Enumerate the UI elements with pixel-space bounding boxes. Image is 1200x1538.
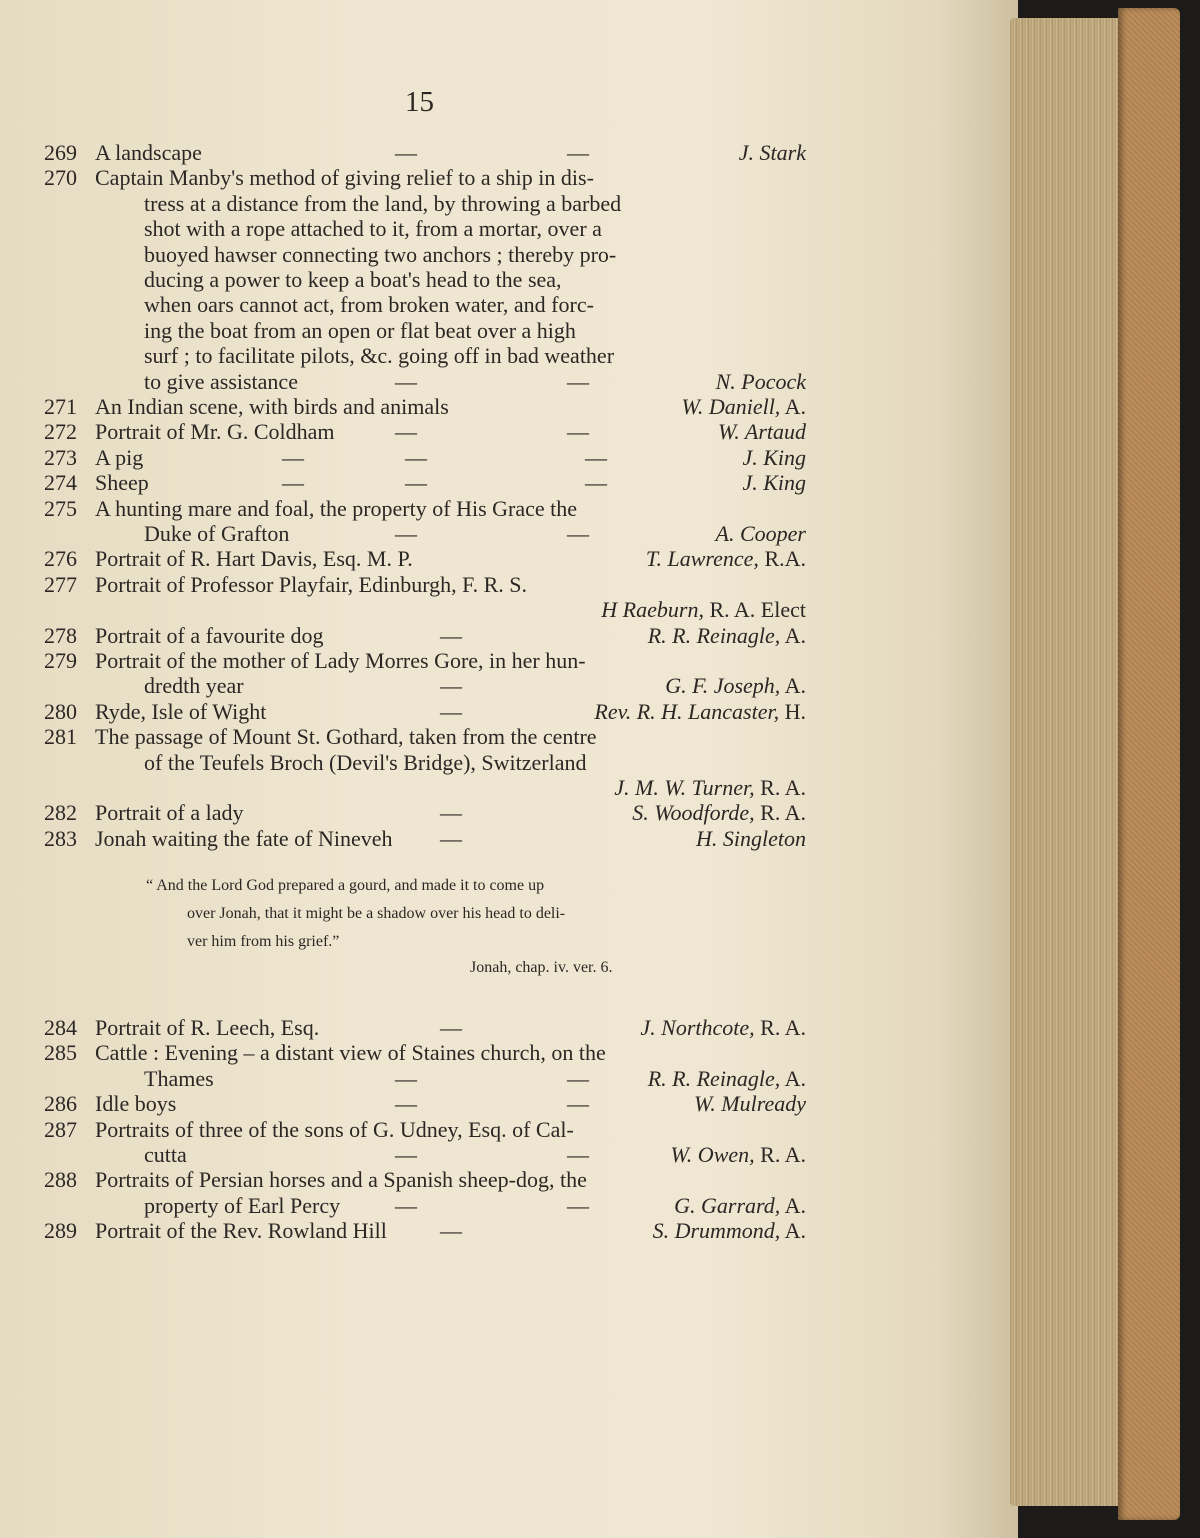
catalogue-line bbox=[0, 470, 1018, 496]
catalogue-line bbox=[0, 673, 1018, 699]
catalogue-line bbox=[0, 496, 1018, 522]
catalogue-line bbox=[0, 369, 1018, 395]
catalogue-line bbox=[0, 826, 1018, 852]
leader-dash: — bbox=[395, 368, 417, 394]
entry-title: Cattle : Evening – a distant view of Staines church, on the bbox=[95, 1040, 606, 1066]
entry-number: 283 bbox=[44, 825, 77, 851]
catalogue-line bbox=[0, 597, 1018, 623]
leader-dash: — bbox=[395, 1192, 417, 1218]
entry-title: of the Teufels Broch (Devil's Bridge), Switzerland bbox=[144, 749, 587, 775]
entry-title: to give assistance bbox=[144, 368, 298, 394]
leader-dash: — bbox=[395, 1065, 417, 1091]
entry-title: Portrait of R. Leech, Esq. bbox=[95, 1015, 320, 1040]
entry-number: 272 bbox=[44, 419, 77, 445]
entry-number: 275 bbox=[44, 495, 77, 521]
quote-line: “ And the Lord God prepared a gourd, and made it to come up bbox=[146, 877, 545, 894]
entry-title: tress at a distance from the land, by throwing a barbed bbox=[144, 190, 622, 216]
catalogue-line bbox=[0, 1117, 1018, 1143]
entry-number: 288 bbox=[44, 1167, 77, 1193]
entry-number: 277 bbox=[44, 571, 77, 597]
artist-rank: H. bbox=[779, 698, 806, 724]
entry-title: Portraits of Persian horses and a Spanish sheep-dog, the bbox=[95, 1167, 587, 1193]
artist-rank: R. A. Elect bbox=[703, 597, 806, 623]
entry-title: A hunting mare and foal, the property of His Grace the bbox=[95, 495, 578, 521]
artist-name: A. Cooper bbox=[715, 521, 806, 546]
catalogue-line bbox=[0, 394, 1018, 420]
leader-dash: — bbox=[282, 444, 304, 470]
catalogue-line bbox=[0, 140, 1018, 166]
artist-name: J. King bbox=[742, 444, 806, 470]
entry-number: 279 bbox=[44, 648, 77, 673]
entry-title: Portrait of Mr. G. Coldham bbox=[95, 419, 335, 445]
catalogue-line bbox=[0, 648, 1018, 674]
catalogue-line bbox=[0, 750, 1018, 776]
entry-title: A pig bbox=[95, 444, 144, 470]
catalogue-line bbox=[0, 191, 1018, 217]
quote-citation: Jonah, chap. iv. ver. 6. bbox=[470, 959, 613, 976]
entry-number: 289 bbox=[44, 1218, 77, 1244]
artist-rank: A. bbox=[780, 622, 806, 648]
catalogue-line bbox=[0, 800, 1018, 826]
leader-dash: — bbox=[440, 622, 462, 648]
catalogue-line bbox=[0, 546, 1018, 572]
leader-dash: — bbox=[395, 1091, 417, 1117]
artist-name: N. Pocock bbox=[715, 368, 806, 394]
leader-dash: — bbox=[585, 470, 607, 496]
leader-dash: — bbox=[395, 419, 417, 445]
quote-line: over Jonah, that it might be a shadow over his head to deli- bbox=[187, 905, 566, 922]
entry-number: 284 bbox=[44, 1015, 77, 1040]
entry-title: ducing a power to keep a boat's head to the sea, bbox=[144, 267, 562, 292]
leader-dash: — bbox=[585, 444, 607, 470]
entry-number: 281 bbox=[44, 724, 77, 750]
artist-rank: R. A. bbox=[754, 1142, 806, 1167]
catalogue-line bbox=[0, 1091, 1018, 1117]
catalogue-line bbox=[0, 1066, 1018, 1092]
entry-number: 278 bbox=[44, 622, 77, 648]
entry-number: 271 bbox=[44, 394, 77, 419]
catalogue-line bbox=[0, 343, 1018, 369]
artist-name: S. Drummond, A. bbox=[652, 1218, 806, 1244]
catalogue-line bbox=[0, 572, 1018, 598]
leader-dash: — bbox=[567, 521, 589, 546]
catalogue-line bbox=[0, 1015, 1018, 1041]
artist-name: H Raeburn, R. A. Elect bbox=[601, 597, 806, 623]
leader-dash: — bbox=[567, 1142, 589, 1167]
leader-dash: — bbox=[440, 1218, 462, 1244]
entry-title: A landscape bbox=[95, 140, 202, 165]
book-cover bbox=[1118, 8, 1180, 1520]
catalogue-line bbox=[0, 292, 1018, 318]
artist-name: W. Daniell, A. bbox=[681, 394, 806, 419]
leader-dash: — bbox=[440, 673, 462, 699]
leader-dash: — bbox=[282, 470, 304, 496]
entry-title: when oars cannot act, from broken water, and forc- bbox=[144, 292, 594, 318]
artist-rank: R. A. bbox=[754, 775, 806, 800]
artist-name: Rev. R. H. Lancaster, H. bbox=[594, 698, 806, 724]
catalogue-line bbox=[0, 521, 1018, 547]
artist-name: W. Owen, R. A. bbox=[670, 1142, 806, 1167]
catalogue-line bbox=[0, 242, 1018, 268]
entry-title: An Indian scene, with birds and animals bbox=[95, 394, 449, 419]
leader-dash: — bbox=[567, 368, 589, 394]
entry-title: dredth year bbox=[144, 673, 244, 699]
artist-rank: A. bbox=[780, 1218, 806, 1244]
artist-name: R. R. Reinagle, A. bbox=[647, 1065, 806, 1091]
entry-title: Ryde, Isle of Wight bbox=[95, 698, 267, 724]
entry-title: buoyed hawser connecting two anchors ; thereby pro- bbox=[144, 241, 617, 267]
artist-name: J. Stark bbox=[738, 140, 806, 165]
leader-dash: — bbox=[567, 140, 589, 165]
artist-rank: R. A. bbox=[754, 800, 806, 826]
catalogue-line bbox=[0, 724, 1018, 750]
leader-dash: — bbox=[567, 1065, 589, 1091]
leader-dash: — bbox=[395, 1142, 417, 1167]
artist-rank: A. bbox=[780, 1065, 806, 1091]
entry-title: Portraits of three of the sons of G. Udney, Esq. of Cal- bbox=[95, 1116, 574, 1142]
artist-name: J. M. W. Turner, R. A. bbox=[614, 775, 806, 800]
catalogue-line bbox=[0, 1193, 1018, 1219]
entry-title: surf ; to facilitate pilots, &c. going off in bad weather bbox=[144, 343, 615, 369]
catalogue-line bbox=[0, 216, 1018, 242]
entry-title: The passage of Mount St. Gothard, taken from the centre bbox=[95, 724, 597, 750]
entry-title: ing the boat from an open or flat beat over a high bbox=[144, 317, 576, 343]
page-number: 15 bbox=[405, 86, 434, 118]
entry-title: Portrait of a lady bbox=[95, 800, 244, 826]
catalogue-line bbox=[0, 623, 1018, 649]
entry-title: Portrait of a favourite dog bbox=[95, 622, 324, 648]
entry-title: cutta bbox=[144, 1142, 187, 1167]
entry-title: Sheep bbox=[95, 470, 149, 496]
leader-dash: — bbox=[405, 444, 427, 470]
artist-name: G. F. Joseph, A. bbox=[665, 673, 806, 699]
artist-name: T. Lawrence, R.A. bbox=[645, 546, 806, 572]
entry-number: 273 bbox=[44, 444, 77, 470]
entry-number: 270 bbox=[44, 165, 77, 191]
artist-rank: R. A. bbox=[754, 1015, 806, 1040]
leader-dash: — bbox=[567, 1192, 589, 1218]
entry-number: 274 bbox=[44, 470, 77, 496]
leader-dash: — bbox=[440, 698, 462, 724]
leader-dash: — bbox=[395, 521, 417, 546]
entry-title: Portrait of Professor Playfair, Edinburgh, F. R. S. bbox=[95, 571, 528, 597]
leader-dash: — bbox=[405, 470, 427, 496]
catalogue-line bbox=[0, 419, 1018, 445]
artist-rank: A. bbox=[780, 1192, 806, 1218]
entry-title: Captain Manby's method of giving relief to a ship in dis- bbox=[95, 165, 594, 191]
leader-dash: — bbox=[567, 1091, 589, 1117]
catalogue-line bbox=[0, 445, 1018, 471]
entry-title: Jonah waiting the fate of Nineveh bbox=[95, 825, 393, 851]
catalogue-line bbox=[0, 1218, 1018, 1244]
entry-number: 287 bbox=[44, 1116, 77, 1142]
entry-number: 280 bbox=[44, 698, 77, 724]
artist-name: W. Artaud bbox=[717, 419, 806, 445]
catalogue-line bbox=[0, 1167, 1018, 1193]
leader-dash: — bbox=[395, 140, 417, 165]
entry-title: Portrait of R. Hart Davis, Esq. M. P. bbox=[95, 546, 413, 572]
artist-rank: A. bbox=[780, 673, 806, 699]
quote-line: ver him from his grief.” bbox=[187, 933, 340, 950]
artist-rank: A. bbox=[780, 394, 806, 419]
artist-name: J. Northcote, R. A. bbox=[640, 1015, 806, 1040]
catalogue-line bbox=[0, 318, 1018, 344]
artist-name: S. Woodforde, R. A. bbox=[632, 800, 806, 826]
entry-number: 285 bbox=[44, 1040, 77, 1066]
entry-number: 269 bbox=[44, 140, 77, 165]
entry-title: Thames bbox=[144, 1065, 214, 1091]
page-edges bbox=[1010, 18, 1122, 1506]
leader-dash: — bbox=[440, 825, 462, 851]
catalogue-line bbox=[0, 1040, 1018, 1066]
entry-number: 282 bbox=[44, 800, 77, 826]
entry-number: 276 bbox=[44, 546, 77, 572]
artist-name: H. Singleton bbox=[696, 825, 806, 851]
artist-name: G. Garrard, A. bbox=[674, 1192, 806, 1218]
entry-number: 286 bbox=[44, 1091, 77, 1117]
entry-title: shot with a rope attached to it, from a mortar, over a bbox=[144, 216, 602, 242]
leader-dash: — bbox=[567, 419, 589, 445]
leader-dash: — bbox=[440, 800, 462, 826]
entry-title: Portrait of the mother of Lady Morres Gore, in her hun- bbox=[95, 648, 586, 673]
catalogue-line bbox=[0, 775, 1018, 801]
artist-name: W. Mulready bbox=[693, 1091, 806, 1117]
catalogue-line bbox=[0, 699, 1018, 725]
leader-dash: — bbox=[440, 1015, 462, 1040]
entry-title: Portrait of the Rev. Rowland Hill bbox=[95, 1218, 387, 1244]
catalogue-line bbox=[0, 1142, 1018, 1168]
catalogue-line bbox=[0, 267, 1018, 293]
entry-title: Duke of Grafton bbox=[144, 521, 290, 546]
artist-name: J. King bbox=[742, 470, 806, 496]
catalogue-line bbox=[0, 165, 1018, 191]
artist-name: R. R. Reinagle, A. bbox=[647, 622, 806, 648]
entry-title: property of Earl Percy bbox=[144, 1192, 341, 1218]
entry-title: Idle boys bbox=[95, 1091, 177, 1117]
artist-rank: R.A. bbox=[758, 546, 806, 572]
